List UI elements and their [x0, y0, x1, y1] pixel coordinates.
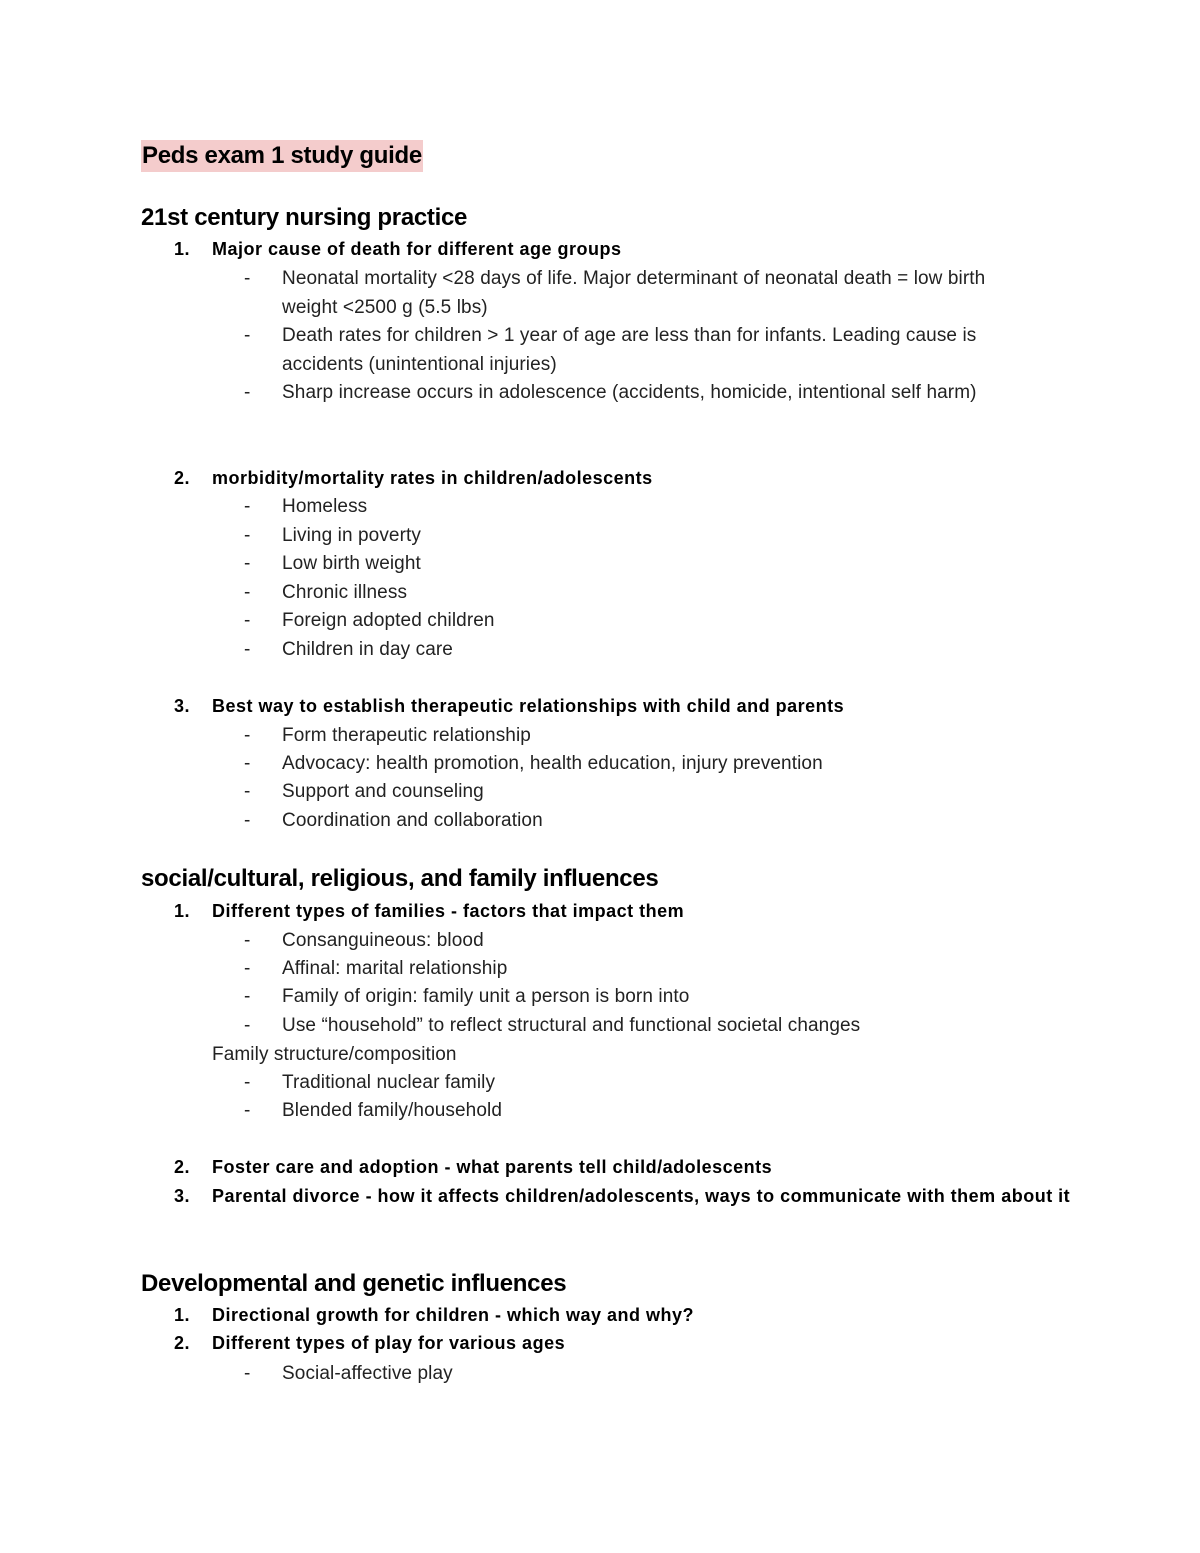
- bullet-item: [244, 982, 1044, 1011]
- bullet-text: Traditional nuclear family: [282, 1072, 496, 1093]
- dash-bullet-icon: -: [244, 1015, 251, 1036]
- bullet-item: [244, 806, 1044, 835]
- bullet-text: Consanguineous: blood: [282, 930, 484, 951]
- document-title: Peds exam 1 study guide: [141, 140, 423, 172]
- dash-bullet-icon: -: [244, 781, 251, 802]
- bullet-item: [244, 578, 1044, 607]
- bullet-text: Low birth weight: [282, 553, 421, 574]
- question-item: [174, 1329, 1074, 1358]
- dash-bullet-icon: -: [244, 525, 251, 546]
- item-number: 1.: [174, 901, 191, 921]
- dash-bullet-icon: -: [244, 725, 251, 746]
- dash-bullet-icon: -: [244, 382, 251, 403]
- bullet-text: Social-affective play: [282, 1363, 453, 1384]
- item-number: 2.: [174, 1157, 191, 1177]
- bullet-text: Family of origin: family unit a person is born into: [282, 986, 690, 1007]
- bullet-item: [244, 635, 1044, 664]
- dash-bullet-icon: -: [244, 958, 251, 979]
- bullet-item: [244, 926, 1044, 955]
- bullet-text: Neonatal mortality <28 days of life. Major determinant of neonatal death = low birth weight <2500 g (5.5 lbs): [282, 268, 986, 318]
- question-text: Best way to establish therapeutic relationships with child and parents: [212, 696, 845, 716]
- bullet-item: [244, 606, 1044, 635]
- bullet-text: Living in poverty: [282, 525, 421, 546]
- question-item: [174, 1153, 1074, 1182]
- bullet-text: Form therapeutic relationship: [282, 725, 531, 746]
- question-item: [174, 464, 1074, 493]
- bullet-text: Children in day care: [282, 639, 453, 660]
- dash-bullet-icon: -: [244, 930, 251, 951]
- subheading-text: Family structure/composition: [212, 1044, 457, 1065]
- item-number: 2.: [174, 1333, 191, 1353]
- dash-bullet-icon: -: [244, 268, 251, 289]
- item-number: 3.: [174, 696, 191, 716]
- question-text: Major cause of death for different age groups: [212, 239, 622, 259]
- question-text: Different types of families - factors that impact them: [212, 901, 685, 921]
- bullet-text: Foreign adopted children: [282, 610, 495, 631]
- dash-bullet-icon: -: [244, 610, 251, 631]
- question-item: [174, 692, 1074, 721]
- bullet-text: Advocacy: health promotion, health education, injury prevention: [282, 753, 823, 774]
- dash-bullet-icon: -: [244, 496, 251, 517]
- bullet-text: Use “household” to reflect structural and functional societal changes: [282, 1015, 861, 1036]
- question-text: Different types of play for various ages: [212, 1333, 566, 1353]
- section-heading: social/cultural, religious, and family influences: [141, 865, 659, 892]
- dash-bullet-icon: -: [244, 553, 251, 574]
- item-number: 3.: [174, 1186, 191, 1206]
- bullet-item: [244, 749, 1044, 778]
- question-item: [174, 1301, 1074, 1330]
- bullet-item: [244, 549, 1044, 578]
- bullet-item: [244, 321, 1044, 379]
- question-text: Parental divorce - how it affects children/adolescents, ways to communicate with them about it: [212, 1186, 1071, 1206]
- question-item: [174, 235, 1074, 264]
- item-number: 1.: [174, 1305, 191, 1325]
- question-text: Directional growth for children - which way and why?: [212, 1305, 695, 1325]
- bullet-item: [244, 777, 1044, 806]
- bullet-text: Affinal: marital relationship: [282, 958, 508, 979]
- question-text: morbidity/mortality rates in children/adolescents: [212, 468, 653, 488]
- dash-bullet-icon: -: [244, 1363, 251, 1384]
- dash-bullet-icon: -: [244, 582, 251, 603]
- dash-bullet-icon: -: [244, 810, 251, 831]
- bullet-text: Chronic illness: [282, 582, 408, 603]
- bullet-text: Homeless: [282, 496, 368, 517]
- bullet-item: [244, 1068, 1044, 1097]
- section-heading: Developmental and genetic influences: [141, 1270, 567, 1297]
- bullet-item: [244, 521, 1044, 550]
- bullet-item: [244, 492, 1044, 521]
- bullet-item: [244, 1096, 1044, 1125]
- bullet-item: [244, 264, 1044, 322]
- bullet-item: [244, 1011, 1044, 1040]
- bullet-item: [244, 378, 1044, 407]
- bullet-item: [244, 954, 1044, 983]
- dash-bullet-icon: -: [244, 325, 251, 346]
- item-number: 2.: [174, 468, 191, 488]
- dash-bullet-icon: -: [244, 639, 251, 660]
- bullet-text: Coordination and collaboration: [282, 810, 543, 831]
- question-item: [174, 897, 1074, 926]
- dash-bullet-icon: -: [244, 986, 251, 1007]
- dash-bullet-icon: -: [244, 1100, 251, 1121]
- bullet-text: Sharp increase occurs in adolescence (accidents, homicide, intentional self harm): [282, 382, 977, 403]
- question-text: Foster care and adoption - what parents tell child/adolescents: [212, 1157, 773, 1177]
- bullet-text: Blended family/household: [282, 1100, 502, 1121]
- bullet-text: Support and counseling: [282, 781, 484, 802]
- item-number: 1.: [174, 239, 191, 259]
- bullet-item: [244, 1359, 1044, 1388]
- bullet-text: Death rates for children > 1 year of age are less than for infants. Leading cause is accidents (unintentional injuries): [282, 325, 977, 375]
- question-item: [174, 1182, 1074, 1211]
- section-heading: 21st century nursing practice: [141, 204, 468, 231]
- dash-bullet-icon: -: [244, 753, 251, 774]
- dash-bullet-icon: -: [244, 1072, 251, 1093]
- bullet-item: [244, 721, 1044, 750]
